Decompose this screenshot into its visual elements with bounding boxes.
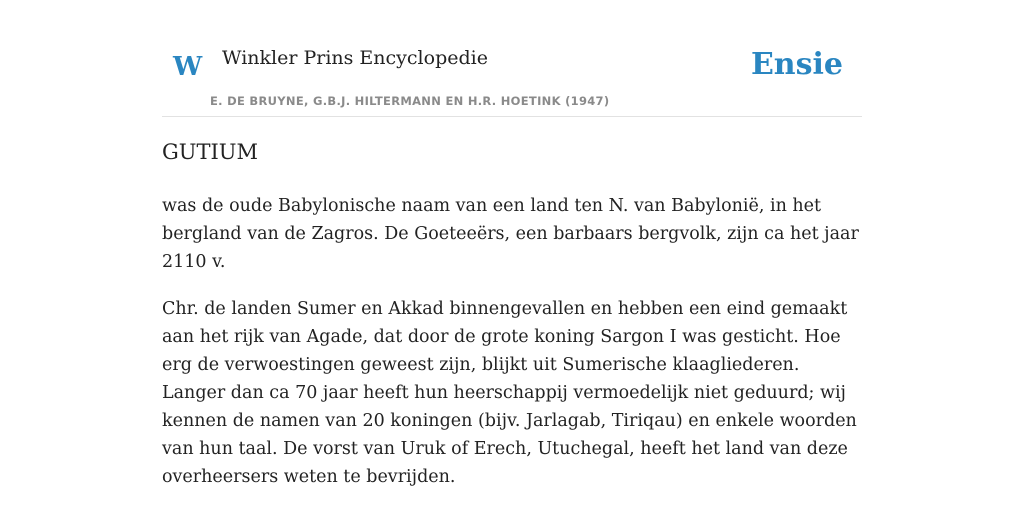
winkler-prins-logo-icon[interactable]: W (173, 52, 203, 82)
entry-title: GUTIUM (162, 140, 258, 164)
encyclopedia-title[interactable]: Winkler Prins Encyclopedie (222, 47, 488, 69)
authors-line: E. DE BRUYNE, G.B.J. HILTERMANN EN H.R. HOETINK (1947) (210, 94, 610, 108)
entry-body (162, 192, 862, 510)
header (162, 40, 862, 117)
entry-paragraph-2: Chr. de landen Sumer en Akkad binnengevallen en hebben een eind gemaakt aan het rijk van Agade, dat door de grote koning Sargon I was gesticht. Hoe erg de verwoestingen geweest zijn, blijkt uit Sumerische klaagliederen. Langer dan ca 70 jaar heeft hun heerschappij vermoedelijk niet geduurd; wij kennen de namen van 20 koningen (bijv. Jarlagab, Tiriqau) en enkele woorden van hun taal. De vorst van Uruk of Erech, Utuchegal, heeft het land van deze overheersers weten te bevrijden. (162, 299, 857, 487)
ensie-logo[interactable]: Ensie (750, 47, 843, 82)
entry-paragraph-1: was de oude Babylonische naam van een land ten N. van Babylonië, in het bergland van de Zagros. De Goeteeërs, een barbaars bergvolk, zijn ca het jaar 2110 v. (162, 196, 859, 272)
